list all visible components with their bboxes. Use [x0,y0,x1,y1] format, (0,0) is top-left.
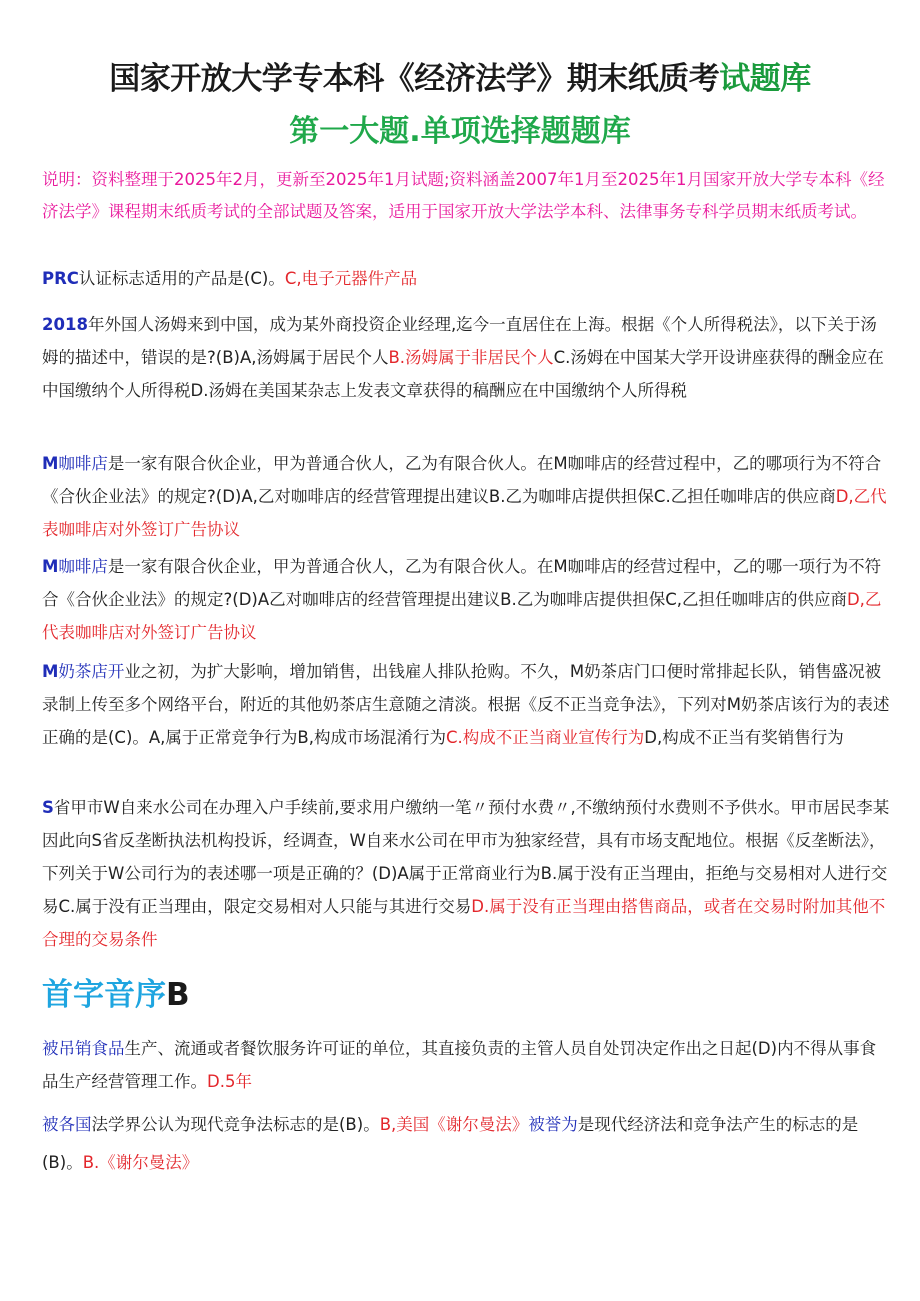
question-answer-2: B.《谢尔曼法》 [82,1153,199,1172]
question-answer: D.5年 [207,1072,252,1091]
question-body: 年外国人汤姆来到中国，成为某外商投资企业经理,迄今一直居住在上海。根据《个人所得税法》，以下关于汤姆的描述中，错误的是?(B)A,汤姆属于居民个人 [42,315,877,367]
question-tail: C.汤姆在中国某大学开设讲座获得的酬金应在中国缴纳个人所得税D.汤姆在美国某杂志上发表文章获得的稿酬应在中国缴纳个人所得税 [42,348,884,400]
question-item [42,550,890,649]
question-body: 业之初，为扩大影响，增加销售，出钱雇人排队抢购。不久，M奶茶店门口便时常排起长队，销售盛况被录制上传至多个网络平台，附近的其他奶茶店生意随之清淡。根据《反不正当竞争法》，下列对M奶茶店该行为的表述正确的是(C)。A,属于正常竞争行为B,构成市场混淆行为 [42,662,890,747]
question-item [42,791,890,956]
question-item [42,447,890,546]
document-title [0,59,920,99]
question-key: M [42,454,59,473]
question-body: 认证标志适用的产品是(C)。 [78,269,285,288]
question-body: 法学界公认为现代竞争法标志的是(B)。 [91,1115,380,1134]
question-body: 是一家有限合伙企业，甲为普通合伙人，乙为有限合伙人。在M咖啡店的经营过程中，乙的哪一项行为不符合《合伙企业法》的规定?(D)A乙对咖啡店的经营管理提出建议B.乙为咖啡店提供担保C,乙担任咖啡店的供应商 [42,557,882,609]
question-item [42,1106,890,1182]
question-answer: B,美国《谢尔曼法》 [379,1115,529,1134]
question-item [42,308,890,407]
section-label: 首字音序 [42,977,166,1013]
question-answer: D.属于没有正当理由搭售商品，或者在交易时附加其他不合理的交易条件 [42,897,886,949]
question-mid-body: 是现代经济法和竞争法产生的标志的是(B)。 [42,1115,859,1172]
question-answer: D,乙代表咖啡店对外签订广告协议 [42,487,887,539]
question-key-extra: 咖啡店 [58,454,108,473]
question-key: M [42,557,59,576]
question-answer: C,电子元器件产品 [284,269,418,288]
question-body: 省甲市W自来水公司在办理入户手续前,要求用户缴纳一笔〃预付水费〃,不缴纳预付水费则不予供水。甲市居民李某因此向S省反垄断执法机构投诉，经调查，W自来水公司在甲市为独家经营，具有市场支配地位。根据《反垄断法》，下列关于W公司行为的表述哪一项是正确的？(D)A属于正常商业行为B.属于没有正当理由，拒绝与交易相对人进行交易C.属于没有正当理由，限定交易相对人只能与其进行交易 [42,798,890,916]
section-heading [42,973,190,1017]
question-key: S [42,798,54,817]
title-tail: 试题库 [719,61,811,97]
question-body: 是一家有限合伙企业，甲为普通合伙人，乙为有限合伙人。在M咖啡店的经营过程中，乙的哪项行为不符合《合伙企业法》的规定?(D)A,乙对咖啡店的经营管理提出建议B.乙为咖啡店提供担保C.乙担任咖啡店的供应商 [42,454,882,506]
document-subtitle: 第一大题.单项选择题题库 [289,114,631,149]
question-key: PRC [42,269,79,288]
question-answer: D,乙代表咖啡店对外签订广告协议 [42,590,882,642]
question-key: 被吊销食品 [42,1039,125,1058]
question-key-extra: 奶茶店开 [58,662,125,681]
question-body: 生产、流通或者餐饮服务许可证的单位，其直接负责的主管人员自处罚决定作出之日起(D)内不得从事食品生产经营管理工作。 [42,1039,877,1091]
question-tail: D,构成不正当有奖销售行为 [644,728,844,747]
intro-note: 说明：资料整理于2025年2月，更新至2025年1月试题;资料涵盖2007年1月至2025年1月国家开放大学专本科《经济法学》课程期末纸质考试的全部试题及答案，适用于国家开放大学法学本科、法律事务专科学员期末纸质考试。 [42,170,885,221]
question-item [42,1032,890,1098]
section-letter: B [166,977,190,1013]
question-answer: B.汤姆属于非居民个人 [388,348,554,367]
title-main: 国家开放大学专本科《经济法学》期末纸质考 [109,61,720,97]
question-item [42,262,890,295]
question-key: 2018 [42,315,88,334]
question-key: 被各国 [42,1115,92,1134]
question-mid-key: 被誉为 [528,1115,578,1134]
question-answer: C.构成不正当商业宣传行为 [446,728,645,747]
question-key-extra: 咖啡店 [58,557,108,576]
question-item [42,655,890,754]
question-key: M [42,662,59,681]
